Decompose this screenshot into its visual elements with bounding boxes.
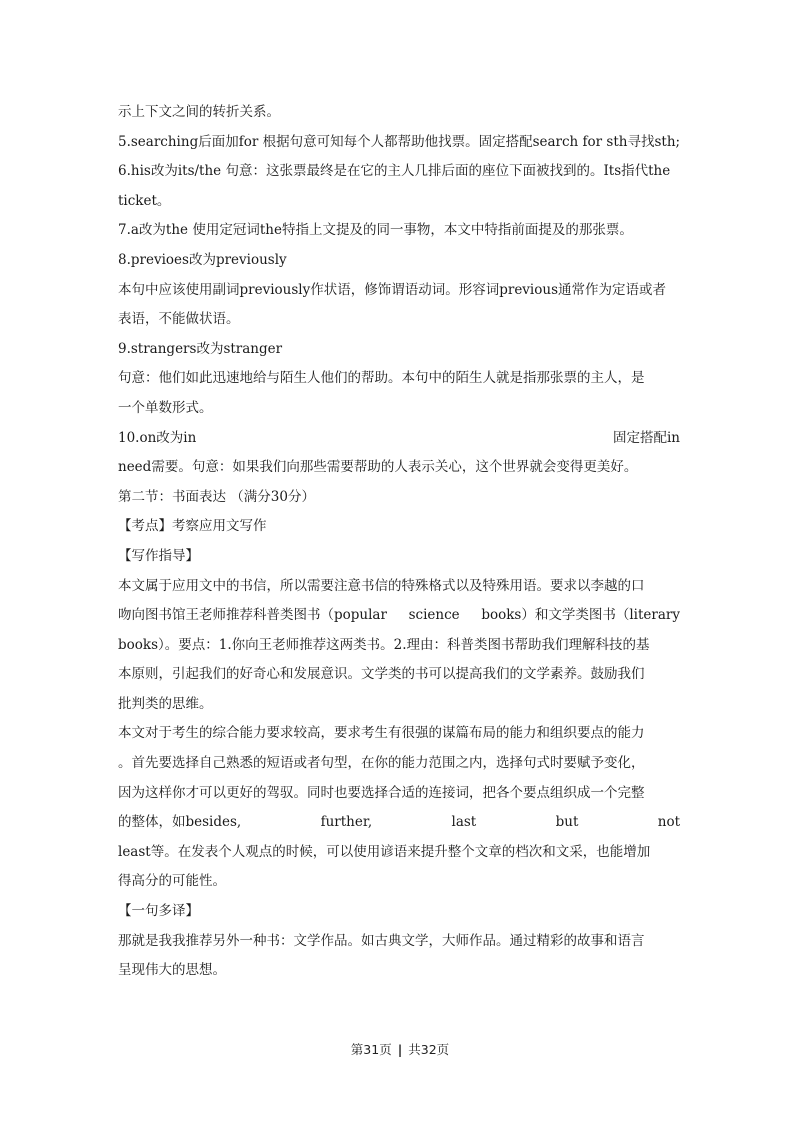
text-line: 。首先要选择自己熟悉的短语或者句型，在你的能力范围之内，选择句式时要赋予变化， (118, 755, 645, 772)
text-line: 因为这样你才可以更好的驾驭。同时也要选择合适的连接词，把各个要点组织成一个完整 (118, 784, 645, 801)
line-word: 的整体，如besides, (118, 814, 242, 831)
text-line: 【一句多译】 (118, 903, 199, 920)
text-line: 【考点】考察应用文写作 (118, 518, 267, 535)
text-line: 一个单数形式。 (118, 399, 213, 416)
text-line: 本句中应该使用副词previously作状语，修饰谓语动词。形容词previous通常作为定语或者 (118, 281, 667, 298)
document-body (118, 98, 680, 986)
line-word: further, (320, 814, 373, 831)
text-line: 本原则，引起我们的好奇心和发展意识。文学类的书可以提高我们的文学素养。鼓励我们 (118, 666, 645, 683)
text-line: 第二节：书面表达 （满分30分） (118, 488, 315, 505)
text-line: 示上下文之间的转折关系。 (118, 104, 280, 120)
page-separator: | (397, 1042, 403, 1057)
line-word: but (555, 814, 579, 831)
text-line: 7.a改为the 使用定冠词the特指上文提及的同一事物，本文中特指前面提及的那张票。 (118, 222, 633, 239)
text-line: 本文属于应用文中的书信，所以需要注意书信的特殊格式以及特殊用语。要求以李越的口 (118, 577, 645, 594)
line-right-segment: 固定搭配in (612, 429, 680, 446)
text-line (118, 424, 680, 454)
line-word: 吻向图书馆王老师推荐科普类图书（popular (118, 607, 387, 624)
text-line: 【写作指导】 (118, 547, 199, 564)
text-line: least等。在发表个人观点的时候，可以使用谚语来提升整个文章的档次和文采，也能增加 (118, 843, 651, 860)
line-word: books）和文学类图书（literary (481, 607, 680, 624)
text-line: 那就是我我推荐另外一种书：文学作品。如古典文学，大师作品。通过精彩的故事和语言 (118, 932, 645, 949)
text-line: 呈现伟大的思想。 (118, 962, 226, 979)
line-word: last (451, 814, 477, 831)
current-page-label: 第31页 (350, 1042, 392, 1057)
total-pages-label: 共32页 (408, 1042, 450, 1057)
line-word: science (408, 607, 460, 624)
text-line: ticket。 (118, 192, 171, 209)
text-line: 得高分的可能性。 (118, 873, 226, 890)
text-line (118, 808, 680, 838)
line-left-segment: 10.on改为in (118, 429, 197, 446)
page-footer (0, 1040, 800, 1058)
text-line: 5.searching后面加for 根据句意可知每个人都帮助他找票。固定搭配search for sth寻找sth; (118, 133, 681, 150)
text-line: books）。要点：1.你向王老师推荐这两类书。2.理由：科普类图书帮助我们理解科技的基 (118, 636, 650, 653)
text-line: 本文对于考生的综合能力要求较高，要求考生有很强的谋篇布局的能力和组织要点的能力 (118, 725, 645, 742)
text-line: 9.strangers改为stranger (118, 340, 283, 357)
text-line: 句意：他们如此迅速地给与陌生人他们的帮助。本句中的陌生人就是指那张票的主人，是 (118, 370, 645, 387)
text-line: 批判类的思维。 (118, 695, 213, 712)
text-line: need需要。句意：如果我们向那些需要帮助的人表示关心，这个世界就会变得更美好。 (118, 459, 638, 476)
text-line (118, 601, 680, 631)
text-line: 8.previoes改为previously (118, 251, 287, 268)
text-line: 6.his改为its/the 句意：这张票最终是在它的主人几排后面的座位下面被找到的。Its指代the (118, 163, 671, 180)
text-line: 表语，不能做状语。 (118, 311, 240, 328)
line-word: not (657, 814, 680, 831)
